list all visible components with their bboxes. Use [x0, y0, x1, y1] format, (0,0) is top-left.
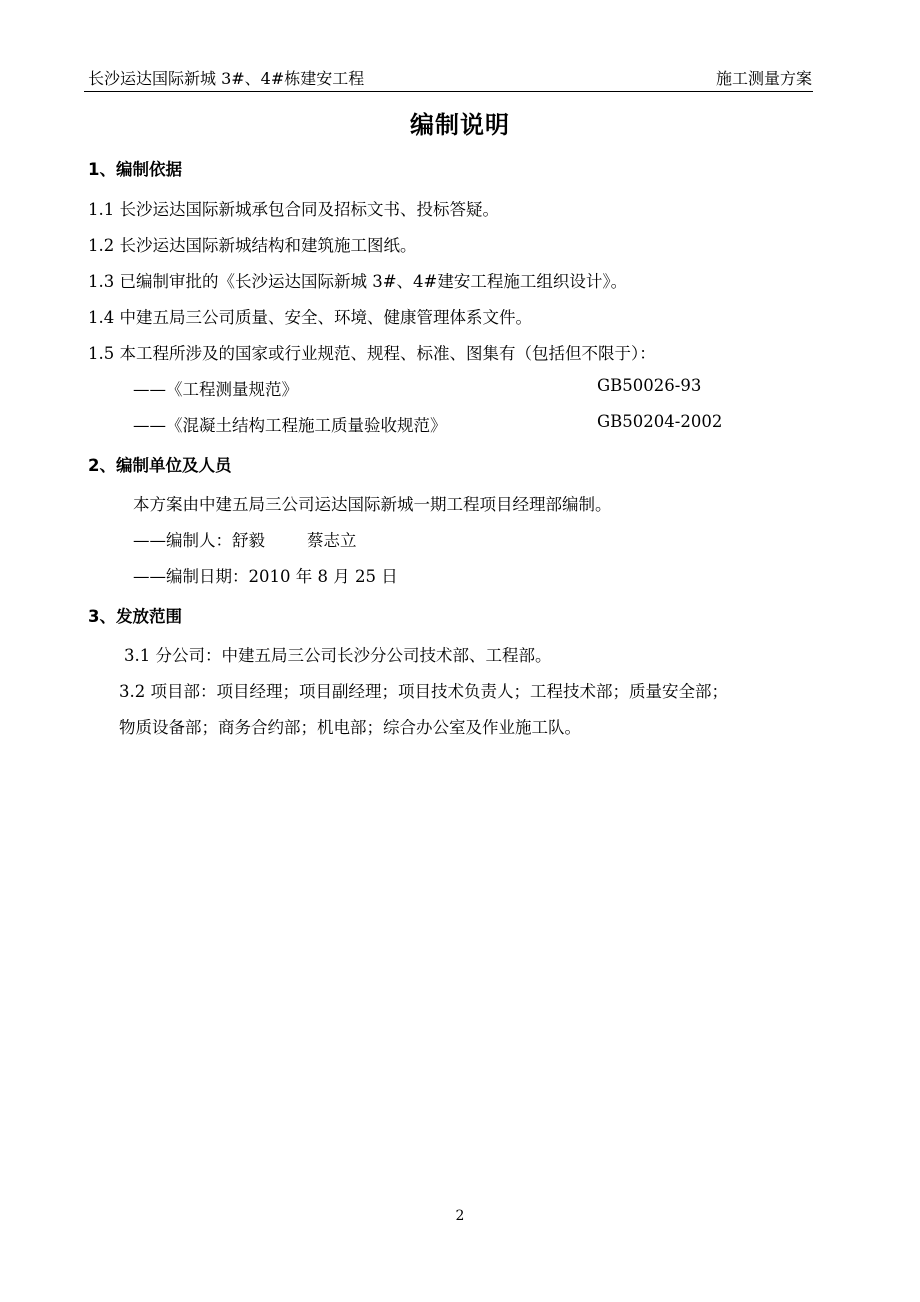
section-heading-distribution: 3、发放范围 [88, 607, 182, 626]
header-project-name: 长沙运达国际新城 3#、4#栋建安工程 [88, 69, 365, 88]
page-title: 编制说明 [410, 111, 510, 139]
basis-item-1: 1.1 长沙运达国际新城承包合同及招标文书、投标答疑。 [88, 200, 499, 219]
standard-code: GB50204-2002 [597, 412, 723, 431]
basis-item-2: 1.2 长沙运达国际新城结构和建筑施工图纸。 [88, 236, 417, 255]
standard-name: ——《工程测量规范》 [133, 380, 298, 399]
distribution-item-2-cont: 物质设备部；商务合约部；机电部；综合办公室及作业施工队。 [119, 718, 581, 737]
basis-item-3: 1.3 已编制审批的《长沙运达国际新城 3#、4#建安工程施工组织设计》。 [88, 272, 628, 291]
page-number: 2 [455, 1208, 465, 1224]
authors-unit: 本方案由中建五局三公司运达国际新城一期工程项目经理部编制。 [133, 495, 612, 514]
standard-name: ——《混凝土结构工程施工质量验收规范》 [133, 416, 447, 435]
authors-names: ——编制人：舒毅 蔡志立 [133, 531, 357, 550]
section-heading-authors: 2、编制单位及人员 [88, 456, 232, 475]
standard-code: GB50026-93 [597, 376, 702, 395]
authors-date: ——编制日期：2010 年 8 月 25 日 [133, 567, 398, 586]
basis-item-5: 1.5 本工程所涉及的国家或行业规范、规程、标准、图集有（包括但不限于）： [88, 344, 656, 363]
basis-item-4: 1.4 中建五局三公司质量、安全、环境、健康管理体系文件。 [88, 308, 532, 327]
distribution-item-1: 3.1 分公司：中建五局三公司长沙分公司技术部、工程部。 [124, 646, 552, 665]
section-heading-basis: 1、编制依据 [88, 160, 182, 179]
header-document-type: 施工测量方案 [715, 69, 812, 88]
header-divider [84, 91, 813, 92]
distribution-item-2: 3.2 项目部：项目经理；项目副经理；项目技术负责人；工程技术部；质量安全部； [119, 682, 728, 701]
